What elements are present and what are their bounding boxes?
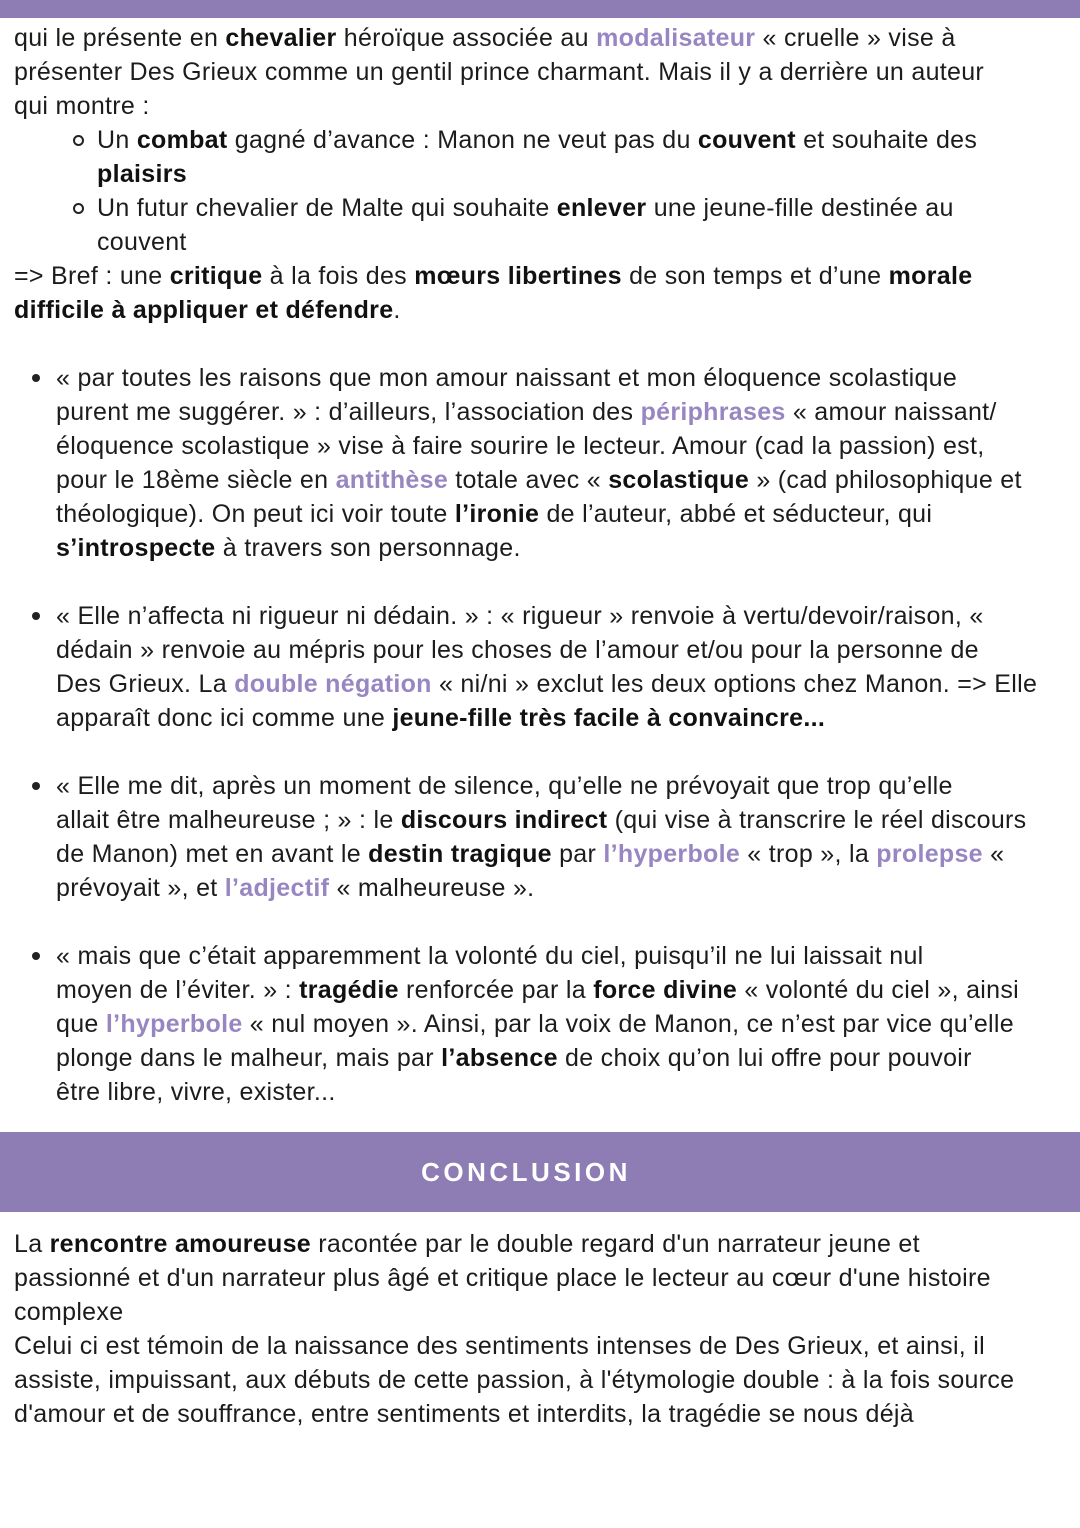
- text-run: complexe: [14, 1298, 124, 1326]
- text-run: par: [551, 840, 604, 868]
- bold-term: jeune-fille très facile à convaincre...: [392, 704, 826, 732]
- text-run: «: [982, 840, 1005, 868]
- bold-term: scolastique: [608, 466, 750, 494]
- text-run: dédain » renvoie au mépris pour les choses de l’amour et/ou pour la personne de: [56, 636, 979, 664]
- text-run: allait être malheureuse ; » : le: [56, 806, 401, 834]
- text-line: [56, 837, 1080, 871]
- text-line: [97, 191, 1080, 225]
- text-run: et souhaite des: [795, 126, 978, 154]
- bold-term: plaisirs: [97, 160, 187, 188]
- intro-paragraph: [0, 21, 1080, 327]
- text-line: [0, 1397, 1080, 1431]
- text-run: héroïque associée au: [336, 24, 597, 52]
- text-run: que: [56, 1010, 106, 1038]
- text-run: Des Grieux. La: [56, 670, 235, 698]
- analysis-bullet-item: [0, 599, 1080, 735]
- filled-dot-bullet-icon: [32, 374, 40, 382]
- text-line: [56, 429, 1080, 463]
- text-line: [56, 973, 1080, 1007]
- text-run: « trop », la: [740, 840, 877, 868]
- text-line: [56, 463, 1080, 497]
- analysis-bullet-item: [0, 361, 1080, 565]
- text-line: [56, 497, 1080, 531]
- text-run: » (cad philosophique et: [749, 466, 1022, 494]
- bold-term: difficile à appliquer et défendre: [14, 296, 394, 324]
- sub-bullet-item: [0, 123, 1080, 191]
- text-run: « ni/ni » exclut les deux options chez Manon. => Elle: [431, 670, 1038, 698]
- text-run: assiste, impuissant, aux débuts de cette passion, à l'étymologie double : à la fois source: [14, 1366, 1015, 1394]
- top-accent-bar: [0, 0, 1080, 18]
- text-run: prévoyait », et: [56, 874, 225, 902]
- text-run: apparaît donc ici comme une: [56, 704, 393, 732]
- text-line: [97, 123, 1080, 157]
- sub-bullet-item: [0, 191, 1080, 259]
- highlighted-term: l’adjectif: [224, 874, 330, 902]
- text-line: [56, 599, 1080, 633]
- highlighted-term: l’hyperbole: [603, 840, 741, 868]
- filled-dot-bullet-icon: [32, 782, 40, 790]
- highlighted-term: double négation: [234, 670, 432, 698]
- filled-dot-bullet-icon: [32, 952, 40, 960]
- text-run: d'amour et de souffrance, entre sentiments et interdits, la tragédie se nous déjà: [14, 1400, 914, 1428]
- bold-term: critique: [169, 262, 263, 290]
- text-run: La: [14, 1230, 50, 1258]
- text-run: de choix qu’on lui offre pour pouvoir: [557, 1044, 972, 1072]
- text-run: qui le présente en: [14, 24, 226, 52]
- text-line: [0, 1295, 1080, 1329]
- text-run: éloquence scolastique » vise à faire sourire le lecteur. Amour (cad la passion) est,: [56, 432, 985, 460]
- bold-term: l’absence: [441, 1044, 558, 1072]
- text-line: [0, 1363, 1080, 1397]
- text-line: [0, 89, 1080, 123]
- conclusion-heading: CONCLUSION: [421, 1157, 631, 1187]
- text-run: être libre, vivre, exister...: [56, 1078, 336, 1106]
- text-run: couvent: [97, 228, 187, 256]
- highlighted-term: l’hyperbole: [105, 1010, 243, 1038]
- text-run: Celui ci est témoin de la naissance des sentiments intenses de Des Grieux, et ainsi, il: [14, 1332, 986, 1360]
- analysis-bullet-list: [0, 361, 1080, 1109]
- highlighted-term: prolepse: [876, 840, 983, 868]
- text-line: [0, 1261, 1080, 1295]
- hollow-circle-bullet-icon: [73, 203, 84, 214]
- text-run: une jeune-fille destinée au: [646, 194, 954, 222]
- text-line: [56, 395, 1080, 429]
- bold-term: tragédie: [299, 976, 399, 1004]
- text-run: à travers son personnage.: [215, 534, 521, 562]
- highlighted-term: antithèse: [335, 466, 449, 494]
- text-run: passionné et d'un narrateur plus âgé et critique place le lecteur au cœur d'une histoire: [14, 1264, 991, 1292]
- text-run: « par toutes les raisons que mon amour naissant et mon éloquence scolastique: [56, 364, 958, 392]
- summary-paragraph: [0, 259, 1080, 327]
- text-run: racontée par le double regard d'un narrateur jeune et: [311, 1230, 920, 1258]
- conclusion-paragraph: [0, 1227, 1080, 1431]
- text-run: .: [393, 296, 401, 324]
- text-run: moyen de l’éviter. » :: [56, 976, 300, 1004]
- text-line: [56, 939, 1080, 973]
- highlighted-term: périphrases: [640, 398, 786, 426]
- text-line: [56, 1041, 1080, 1075]
- text-run: qui montre :: [14, 92, 150, 120]
- text-run: « malheureuse ».: [329, 874, 535, 902]
- text-run: => Bref : une: [14, 262, 170, 290]
- document-content: [0, 18, 1080, 1431]
- text-line: [56, 701, 1080, 735]
- text-run: renforcée par la: [398, 976, 594, 1004]
- bold-term: force divine: [593, 976, 738, 1004]
- filled-dot-bullet-icon: [32, 612, 40, 620]
- bold-term: rencontre amoureuse: [49, 1230, 311, 1258]
- text-line: [0, 259, 1080, 293]
- highlighted-term: modalisateur: [596, 24, 756, 52]
- bold-term: mœurs libertines: [414, 262, 622, 290]
- hollow-circle-bullet-icon: [73, 135, 84, 146]
- text-line: [56, 1075, 1080, 1109]
- text-run: plonge dans le malheur, mais par: [56, 1044, 442, 1072]
- analysis-bullet-item: [0, 939, 1080, 1109]
- text-run: (qui vise à transcrire le réel discours: [607, 806, 1027, 834]
- text-line: [56, 871, 1080, 905]
- text-line: [97, 157, 1080, 191]
- text-run: de son temps et d’une: [621, 262, 889, 290]
- sub-bullet-list: [0, 123, 1080, 259]
- text-line: [56, 667, 1080, 701]
- conclusion-banner: [0, 1132, 1080, 1212]
- bold-term: l’ironie: [454, 500, 540, 528]
- text-line: [0, 21, 1080, 55]
- text-run: « cruelle » vise à: [755, 24, 956, 52]
- text-run: purent me suggérer. » : d’ailleurs, l’association des: [56, 398, 641, 426]
- text-run: totale avec «: [448, 466, 609, 494]
- text-line: [0, 1329, 1080, 1363]
- text-line: [0, 1227, 1080, 1261]
- bold-term: combat: [136, 126, 228, 154]
- bold-term: destin tragique: [368, 840, 552, 868]
- text-line: [56, 803, 1080, 837]
- text-run: de l’auteur, abbé et séducteur, qui: [539, 500, 933, 528]
- text-run: « Elle n’affecta ni rigueur ni dédain. » : « rigueur » renvoie à vertu/devoir/raison, «: [56, 602, 984, 630]
- bold-term: couvent: [697, 126, 796, 154]
- text-run: « mais que c’était apparemment la volonté du ciel, puisqu’il ne lui laissait nul: [56, 942, 924, 970]
- bold-term: s’introspecte: [56, 534, 216, 562]
- bold-term: discours indirect: [400, 806, 608, 834]
- bold-term: enlever: [556, 194, 647, 222]
- text-run: théologique). On peut ici voir toute: [56, 500, 455, 528]
- bold-term: chevalier: [225, 24, 337, 52]
- text-run: pour le 18ème siècle en: [56, 466, 336, 494]
- text-line: [56, 633, 1080, 667]
- text-run: « nul moyen ». Ainsi, par la voix de Manon, ce n’est par vice qu’elle: [242, 1010, 1014, 1038]
- text-run: « Elle me dit, après un moment de silence, qu’elle ne prévoyait que trop qu’elle: [56, 772, 953, 800]
- text-line: [56, 769, 1080, 803]
- text-line: [56, 361, 1080, 395]
- text-line: [0, 293, 1080, 327]
- text-line: [97, 225, 1080, 259]
- text-run: présenter Des Grieux comme un gentil prince charmant. Mais il y a derrière un auteur: [14, 58, 985, 86]
- bold-term: morale: [888, 262, 973, 290]
- text-run: « amour naissant/: [785, 398, 997, 426]
- text-run: Un: [97, 126, 137, 154]
- text-run: « volonté du ciel », ainsi: [737, 976, 1019, 1004]
- text-line: [56, 531, 1080, 565]
- text-run: de Manon) met en avant le: [56, 840, 369, 868]
- text-line: [56, 1007, 1080, 1041]
- text-line: [0, 55, 1080, 89]
- text-run: à la fois des: [262, 262, 415, 290]
- text-run: gagné d’avance : Manon ne veut pas du: [227, 126, 698, 154]
- analysis-bullet-item: [0, 769, 1080, 905]
- text-run: Un futur chevalier de Malte qui souhaite: [97, 194, 557, 222]
